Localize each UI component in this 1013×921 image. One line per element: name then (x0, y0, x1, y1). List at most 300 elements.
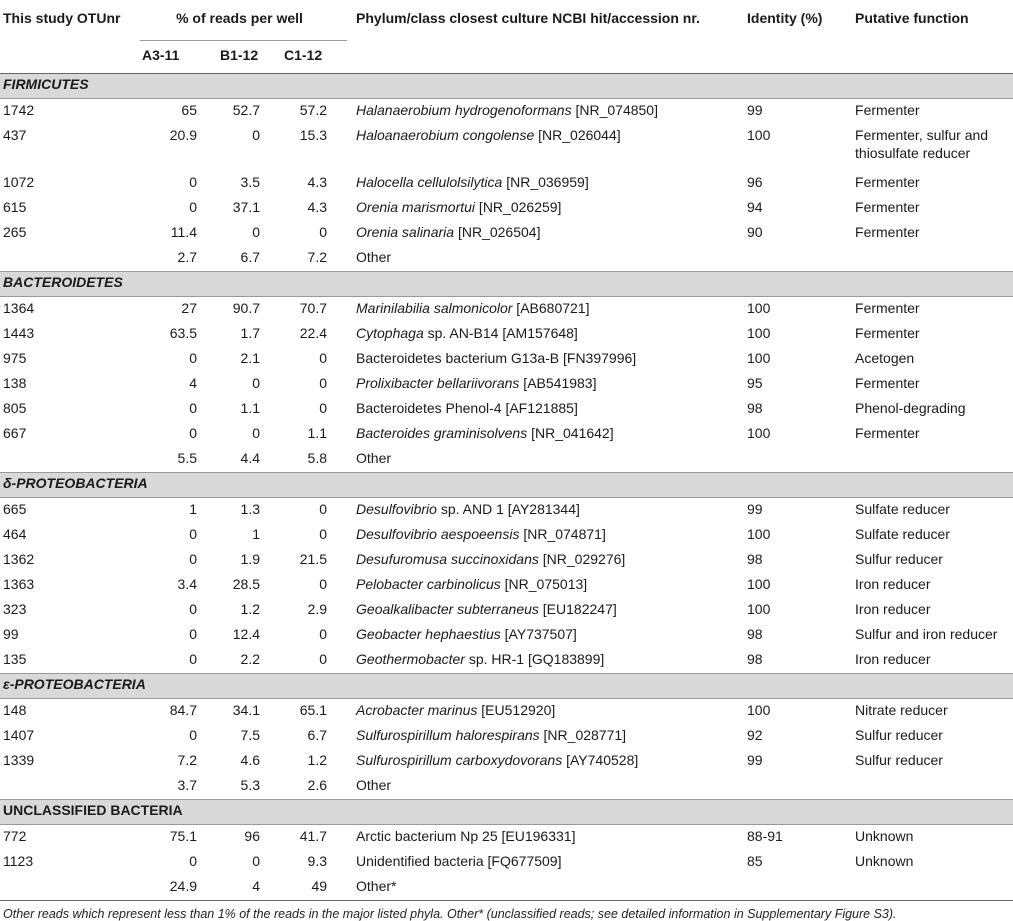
spacer-cell (347, 397, 356, 422)
accession-text: Bacteroidetes bacterium G13a-B [FN397996] (356, 350, 637, 366)
well-b-cell: 6.7 (240, 249, 260, 265)
hit-cell (356, 447, 747, 473)
table-row (0, 171, 1013, 196)
spacer-cell (347, 623, 356, 648)
function-cell: Iron reducer (855, 601, 931, 617)
identity-cell: 98 (747, 651, 763, 667)
hit-cell (356, 99, 747, 125)
organism-name: Geothermobacter (356, 651, 465, 667)
hit-cell (356, 221, 747, 246)
spacer-cell (347, 347, 356, 372)
hit-cell (356, 724, 747, 749)
table-row (0, 648, 1013, 674)
organism-name: Bacteroides graminisolvens (356, 425, 528, 441)
spacer-cell (347, 221, 356, 246)
well-a-cell: 0 (189, 199, 197, 215)
well-b-cell: 0 (252, 127, 260, 143)
table-row (0, 447, 1013, 473)
spacer-cell (347, 297, 356, 323)
header-identity: Identity (%) (747, 10, 823, 26)
well-b-cell: 1.7 (240, 325, 260, 341)
identity-cell: 90 (747, 224, 763, 240)
function-cell: Sulfur reducer (855, 727, 943, 743)
spacer-cell (347, 523, 356, 548)
table-row (0, 548, 1013, 573)
otu-cell: 1363 (3, 576, 35, 592)
well-c-cell: 4.3 (307, 199, 328, 215)
well-b-cell: 28.5 (232, 576, 260, 592)
organism-name: Cytophaga (356, 325, 424, 341)
header-reads: % of reads per well (176, 10, 303, 26)
well-b-cell: 4.6 (240, 752, 260, 768)
hit-cell (356, 850, 747, 875)
well-a-cell: 24.9 (169, 878, 197, 894)
well-b-cell: 0 (252, 375, 260, 391)
spacer-cell (347, 850, 356, 875)
well-a-cell: 0 (189, 727, 197, 743)
table-body (0, 74, 1013, 901)
hit-cell (356, 397, 747, 422)
hit-cell (356, 246, 747, 272)
accession-text: [EU182247] (538, 601, 617, 617)
spacer-cell (347, 573, 356, 598)
otu-cell: 615 (3, 199, 27, 215)
organism-name: Pelobacter carbinolicus (356, 576, 501, 592)
well-b-cell: 90.7 (232, 300, 260, 316)
well-a-cell: 1 (189, 501, 197, 517)
well-b-cell: 7.5 (240, 727, 260, 743)
otu-cell (0, 246, 140, 272)
accession-text: Other* (356, 878, 397, 894)
table-row (0, 347, 1013, 372)
well-c-cell: 21.5 (299, 551, 328, 567)
table-row (0, 774, 1013, 800)
accession-text: [NR_026504] (454, 224, 541, 240)
otu-cell: 1072 (3, 174, 35, 190)
identity-cell (747, 875, 855, 900)
otu-cell: 805 (3, 400, 27, 416)
hit-cell (356, 749, 747, 774)
function-cell: Fermenter, sulfur and thiosulfate reducer (855, 127, 989, 161)
well-c-cell: 0 (319, 576, 328, 592)
function-cell: Acetogen (855, 350, 915, 366)
function-cell: Fermenter (855, 375, 920, 391)
well-a-cell: 4 (189, 375, 197, 391)
well-a-cell: 0 (189, 853, 197, 869)
header-function: Putative function (855, 10, 969, 26)
table-row (0, 221, 1013, 246)
identity-cell: 100 (747, 350, 771, 366)
section-title: FIRMICUTES (0, 74, 1013, 99)
hit-cell (356, 171, 747, 196)
hit-cell (356, 422, 747, 447)
accession-text: [NR_075013] (500, 576, 588, 592)
well-a-cell: 0 (189, 626, 197, 642)
well-a-cell: 11.4 (170, 224, 197, 240)
section-title: UNCLASSIFIED BACTERIA (0, 800, 1013, 825)
organism-name: Geoalkalibacter subterraneus (356, 601, 539, 617)
section-row (0, 272, 1013, 297)
table-row (0, 322, 1013, 347)
hit-cell (356, 548, 747, 573)
well-b-cell: 52.7 (232, 102, 260, 118)
function-cell: Unknown (855, 828, 914, 844)
organism-name: Geobacter hephaestius (356, 626, 501, 642)
accession-text: sp. AN-B14 [AM157648] (423, 325, 578, 341)
well-b-cell: 96 (244, 828, 260, 844)
otu-cell: 464 (3, 526, 27, 542)
function-cell: Fermenter (855, 224, 920, 240)
well-c-cell: 0 (319, 626, 328, 642)
function-cell: Fermenter (855, 425, 920, 441)
identity-cell: 100 (747, 425, 771, 441)
otu-cell: 138 (3, 375, 27, 391)
otu-cell: 1407 (3, 727, 35, 743)
accession-text: [NR_028771] (539, 727, 627, 743)
organism-name: Desulfovibrio (356, 501, 437, 517)
well-b-cell: 3.5 (240, 174, 260, 190)
otu-cell: 667 (3, 425, 27, 441)
identity-cell: 99 (747, 501, 763, 517)
otu-cell (0, 447, 140, 473)
hit-cell (356, 825, 747, 851)
organism-name: Sulfurospirillum carboxydovorans (356, 752, 563, 768)
well-c-cell: 5.8 (307, 450, 328, 466)
well-a-cell: 0 (189, 601, 197, 617)
identity-cell: 92 (747, 727, 763, 743)
section-title: BACTEROIDETES (0, 272, 1013, 297)
table-row (0, 724, 1013, 749)
otu-cell: 772 (3, 828, 27, 844)
otu-cell (0, 875, 140, 900)
function-cell: Sulfate reducer (855, 501, 950, 517)
accession-text: [AB680721] (512, 300, 590, 316)
table-row (0, 523, 1013, 548)
section-row (0, 473, 1013, 498)
identity-cell: 100 (747, 576, 771, 592)
well-c-cell: 0 (319, 501, 328, 517)
accession-text: Bacteroidetes Phenol-4 [AF121885] (356, 400, 578, 416)
identity-cell (747, 246, 855, 272)
section-row (0, 800, 1013, 825)
well-c-cell: 0 (319, 350, 328, 366)
well-a-cell: 3.4 (177, 576, 197, 592)
accession-text: [NR_036959] (502, 174, 589, 190)
otu-cell: 1443 (3, 325, 35, 341)
otu-cell: 148 (3, 702, 27, 718)
accession-text: Other (356, 450, 392, 466)
well-c-cell: 4.3 (307, 174, 328, 190)
well-c-cell: 1.1 (307, 425, 328, 441)
identity-cell: 100 (747, 702, 771, 718)
well-a-cell: 5.5 (177, 450, 197, 466)
well-a-cell: 0 (189, 350, 197, 366)
well-a-cell: 84.7 (169, 702, 197, 718)
otu-cell: 99 (3, 626, 19, 642)
table-row (0, 246, 1013, 272)
function-cell (855, 246, 1013, 272)
hit-cell (356, 774, 747, 800)
well-c-cell: 2.6 (307, 777, 328, 793)
identity-cell: 95 (747, 375, 763, 391)
well-b-cell: 2.2 (240, 651, 260, 667)
hit-cell (356, 297, 747, 323)
well-a-cell: 0 (189, 400, 197, 416)
well-c-cell: 2.9 (307, 601, 328, 617)
identity-cell: 98 (747, 626, 763, 642)
accession-text: [AB541983] (519, 375, 597, 391)
table-row (0, 875, 1013, 900)
otu-cell: 1364 (3, 300, 35, 316)
well-a-cell: 27 (181, 300, 197, 316)
otu-cell: 135 (3, 651, 27, 667)
header-hit: Phylum/class closest culture NCBI hit/accession nr. (356, 10, 700, 26)
well-a-cell: 75.1 (169, 828, 197, 844)
function-cell: Unknown (855, 853, 914, 869)
spacer-cell (347, 124, 356, 171)
otu-cell: 265 (3, 224, 27, 240)
organism-name: Desulfovibrio aespoeensis (356, 526, 520, 542)
organism-name: Halocella cellulolsilytica (356, 174, 503, 190)
table-row (0, 99, 1013, 125)
function-cell: Sulfate reducer (855, 526, 950, 542)
spacer-cell (347, 774, 356, 800)
well-c-cell: 41.7 (299, 828, 328, 844)
well-b-cell: 1.2 (240, 601, 260, 617)
footnote: Other reads which represent less than 1% of the reads in the major listed phyla. Other* (unclassified reads; see detailed information in Supplementary Figure S3). (0, 900, 1013, 921)
otu-cell: 1339 (3, 752, 35, 768)
spacer-cell (347, 598, 356, 623)
table-row (0, 749, 1013, 774)
hit-cell (356, 523, 747, 548)
well-c-cell: 9.3 (307, 853, 328, 869)
accession-text: [NR_041642] (527, 425, 614, 441)
otu-cell: 437 (3, 127, 27, 143)
hit-cell (356, 347, 747, 372)
well-c-cell: 70.7 (299, 300, 328, 316)
well-c-cell: 65.1 (299, 702, 328, 718)
accession-text: Other (356, 249, 392, 265)
well-c-cell: 0 (319, 400, 328, 416)
well-c-cell: 1.2 (307, 752, 328, 768)
well-b-cell: 37.1 (232, 199, 260, 215)
identity-cell (747, 447, 855, 473)
well-a-cell: 0 (189, 174, 197, 190)
identity-cell: 85 (747, 853, 763, 869)
well-b-cell: 0 (252, 224, 260, 240)
well-b-cell: 5.3 (240, 777, 260, 793)
spacer-cell (347, 171, 356, 196)
hit-cell (356, 124, 747, 171)
spacer-cell (347, 422, 356, 447)
accession-text: sp. AND 1 [AY281344] (436, 501, 580, 517)
accession-text: [NR_026259] (475, 199, 562, 215)
hit-cell (356, 875, 747, 900)
organism-name: Prolixibacter bellariivorans (356, 375, 520, 391)
table-row (0, 598, 1013, 623)
well-c-cell: 0 (319, 526, 328, 542)
spacer-cell (347, 246, 356, 272)
function-cell: Fermenter (855, 102, 920, 118)
well-b-cell: 4.4 (240, 450, 260, 466)
well-a-cell: 2.7 (177, 249, 197, 265)
well-b-cell: 12.4 (232, 626, 260, 642)
organism-name: Desufuromusa succinoxidans (356, 551, 539, 567)
identity-cell: 94 (747, 199, 763, 215)
otu-cell: 1123 (3, 853, 34, 869)
accession-text: [NR_074871] (519, 526, 606, 542)
accession-text: Other (356, 777, 392, 793)
well-c-cell: 0 (319, 651, 328, 667)
table-row (0, 297, 1013, 323)
well-a-cell: 0 (189, 425, 197, 441)
spacer-cell (347, 322, 356, 347)
well-b-cell: 2.1 (240, 350, 260, 366)
identity-cell: 100 (747, 325, 771, 341)
well-b-cell: 1.9 (240, 551, 260, 567)
accession-text: Arctic bacterium Np 25 [EU196331] (356, 828, 576, 844)
identity-cell: 99 (747, 102, 763, 118)
well-a-cell: 20.9 (169, 127, 197, 143)
well-c-cell: 6.7 (307, 727, 328, 743)
spacer-cell (347, 724, 356, 749)
accession-text: [AY737507] (500, 626, 577, 642)
well-c-cell: 0 (319, 375, 328, 391)
section-row (0, 74, 1013, 99)
table-row (0, 825, 1013, 851)
accession-text: [AY740528] (562, 752, 639, 768)
table-row (0, 850, 1013, 875)
well-b-cell: 1.3 (240, 501, 260, 517)
spacer-cell (347, 749, 356, 774)
hit-cell (356, 598, 747, 623)
well-a-cell: 63.5 (169, 325, 197, 341)
function-cell (855, 774, 1013, 800)
table-row (0, 498, 1013, 524)
function-cell: Iron reducer (855, 651, 931, 667)
accession-text: [NR_029276] (538, 551, 626, 567)
spacer-cell (347, 447, 356, 473)
accession-text: [NR_074850] (571, 102, 658, 118)
spacer-cell (347, 699, 356, 725)
hit-cell (356, 648, 747, 674)
identity-cell: 88-91 (747, 828, 783, 844)
identity-cell: 96 (747, 174, 763, 190)
well-c-cell: 0 (319, 224, 328, 240)
well-c-cell: 15.3 (299, 127, 328, 143)
accession-text: sp. HR-1 [GQ183899] (464, 651, 605, 667)
table-row (0, 699, 1013, 725)
function-cell: Sulfur and iron reducer (855, 626, 998, 642)
well-a-cell: 0 (189, 551, 197, 567)
spacer-cell (347, 875, 356, 900)
well-a-cell: 0 (189, 651, 197, 667)
otu-cell (0, 774, 140, 800)
table-row (0, 573, 1013, 598)
accession-text: Unidentified bacteria [FQ677509] (356, 853, 562, 869)
header-well-c: C1-12 (284, 41, 347, 74)
well-a-cell: 0 (189, 526, 197, 542)
otu-cell: 975 (3, 350, 27, 366)
organism-name: Acrobacter marinus (356, 702, 478, 718)
identity-cell (747, 774, 855, 800)
table-row (0, 196, 1013, 221)
function-cell: Fermenter (855, 300, 920, 316)
otu-cell: 1362 (3, 551, 35, 567)
well-b-cell: 1 (252, 526, 260, 542)
function-cell: Sulfur reducer (855, 752, 943, 768)
table-row (0, 397, 1013, 422)
well-a-cell: 3.7 (177, 777, 197, 793)
hit-cell (356, 498, 747, 524)
function-cell (855, 447, 1013, 473)
function-cell: Phenol-degrading (855, 400, 966, 416)
well-a-cell: 65 (181, 102, 197, 118)
accession-text: [EU512920] (477, 702, 556, 718)
function-cell: Sulfur reducer (855, 551, 943, 567)
spacer-cell (347, 99, 356, 125)
identity-cell: 100 (747, 300, 771, 316)
table-row (0, 422, 1013, 447)
well-c-cell: 57.2 (299, 102, 328, 118)
header-otu: This study OTUnr (3, 10, 121, 26)
well-b-cell: 0 (252, 853, 260, 869)
identity-cell: 100 (747, 601, 771, 617)
hit-cell (356, 623, 747, 648)
function-cell: Fermenter (855, 174, 920, 190)
header-well-a: A3-11 (140, 41, 220, 74)
identity-cell: 100 (747, 127, 771, 143)
otu-cell: 665 (3, 501, 27, 517)
table-row (0, 623, 1013, 648)
organism-name: Haloanaerobium congolense (356, 127, 535, 143)
hit-cell (356, 699, 747, 725)
spacer-cell (347, 648, 356, 674)
spacer-cell (347, 372, 356, 397)
identity-cell: 99 (747, 752, 763, 768)
well-c-cell: 22.4 (299, 325, 328, 341)
spacer-cell (347, 196, 356, 221)
spacer-cell (347, 825, 356, 851)
function-cell: Nitrate reducer (855, 702, 948, 718)
table-row (0, 372, 1013, 397)
section-row (0, 674, 1013, 699)
well-c-cell: 7.2 (307, 249, 328, 265)
organism-name: Marinilabilia salmonicolor (356, 300, 513, 316)
function-cell (855, 875, 1013, 900)
table-row (0, 124, 1013, 171)
header-well-b: B1-12 (220, 41, 284, 74)
well-c-cell: 49 (311, 878, 328, 894)
otu-cell: 1742 (3, 102, 35, 118)
organism-name: Halanaerobium hydrogenoformans (356, 102, 572, 118)
section-title: ε-PROTEOBACTERIA (0, 674, 1013, 699)
well-b-cell: 34.1 (232, 702, 260, 718)
accession-text: [NR_026044] (534, 127, 621, 143)
identity-cell: 98 (747, 551, 763, 567)
hit-cell (356, 196, 747, 221)
spacer-cell (347, 498, 356, 524)
otu-cell: 323 (3, 601, 27, 617)
well-b-cell: 0 (252, 425, 260, 441)
hit-cell (356, 322, 747, 347)
function-cell: Iron reducer (855, 576, 931, 592)
well-b-cell: 1.1 (240, 400, 260, 416)
organism-name: Sulfurospirillum halorespirans (356, 727, 540, 743)
spacer-cell (347, 548, 356, 573)
organism-name: Orenia marismortui (356, 199, 476, 215)
identity-cell: 98 (747, 400, 763, 416)
